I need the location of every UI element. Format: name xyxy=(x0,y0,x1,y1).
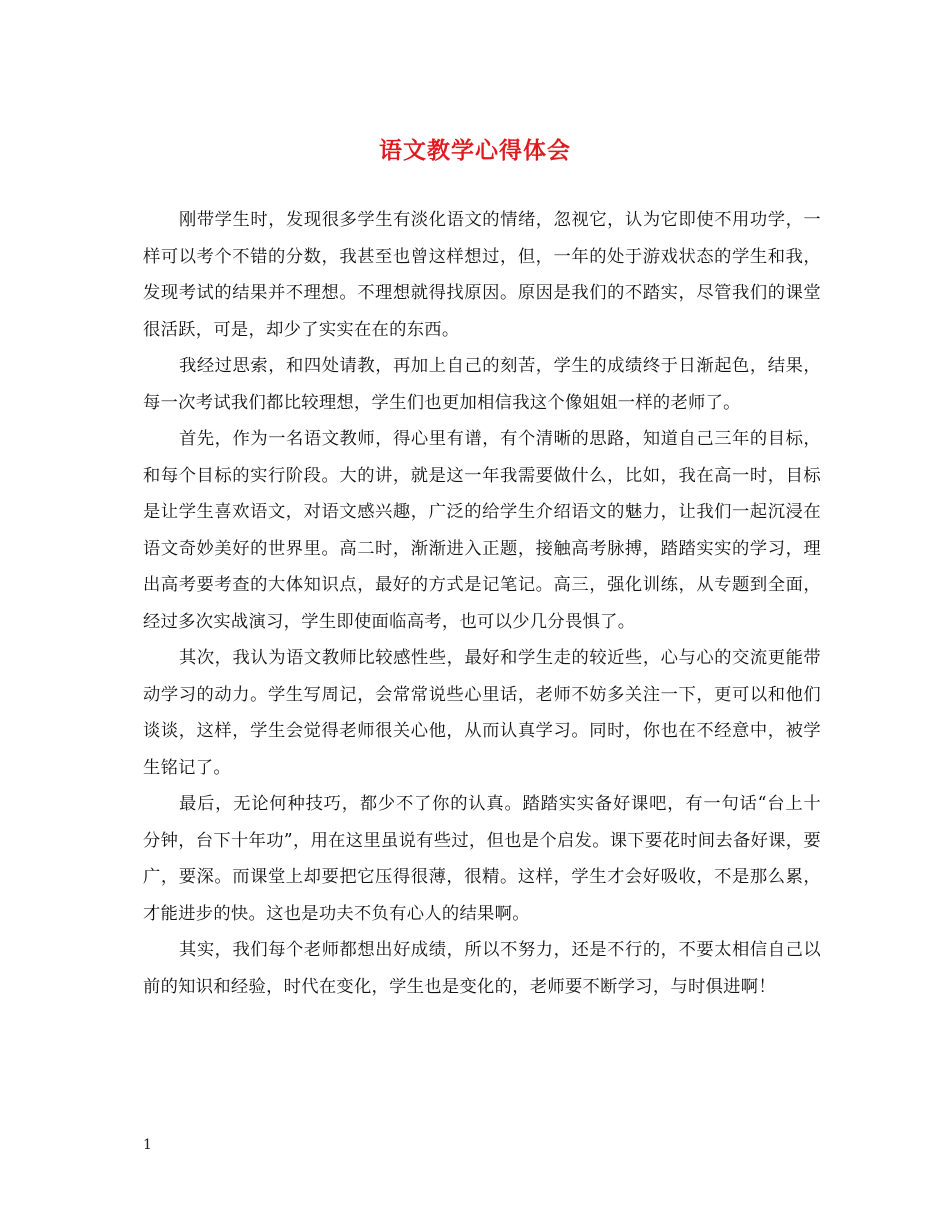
paragraph-2: 我经过思索，和四处请教，再加上自己的刻苦，学生的成绩终于日渐起色，结果，每一次考试我们都比较理想，学生们也更加相信我这个像姐姐一样的老师了。 xyxy=(143,356,821,413)
document-title: 语文教学心得体会 xyxy=(379,137,571,164)
paragraph-5: 最后，无论何种技巧，都少不了你的认真。踏踏实实备好课吧，有一句话“台上十分钟，台下十年功”，用在这里虽说有些过，但也是个启发。课下要花时间去备好课，要广，要深。而课堂上却要把它压得很薄，很精。这样，学生才会好吸收，不是那么累，才能进步的快。这也是功夫不负有心人的结果啊。 xyxy=(143,794,821,924)
paragraph-4: 其次，我认为语文教师比较感性些，最好和学生走的较近些，心与心的交流更能带动学习的动力。学生写周记，会常常说些心里话，老师不妨多关注一下，更可以和他们谈谈，这样，学生会觉得老师很关心他，从而认真学习。同时，你也在不经意中，被学生铭记了。 xyxy=(143,648,821,778)
page-number: 1 xyxy=(143,1137,152,1153)
paragraph-1: 刚带学生时，发现很多学生有淡化语文的情绪，忽视它，认为它即使不用功学，一样可以考个不错的分数，我甚至也曾这样想过，但，一年的处于游戏状态的学生和我，发现考试的结果并不理想。不理想就得找原因。原因是我们的不踏实，尽管我们的课堂很活跃，可是，却少了实实在在的东西。 xyxy=(143,210,821,340)
paragraph-6: 其实，我们每个老师都想出好成绩，所以不努力，还是不行的，不要太相信自己以前的知识和经验，时代在变化，学生也是变化的，老师要不断学习，与时俱进啊！ xyxy=(143,940,821,997)
paragraph-3: 首先，作为一名语文教师，得心里有谱，有个清晰的思路，知道自己三年的目标，和每个目标的实行阶段。大的讲，就是这一年我需要做什么，比如，我在高一时，目标是让学生喜欢语文，对语文感兴趣，广泛的给学生介绍语文的魅力，让我们一起沉浸在语文奇妙美好的世界里。高二时，渐渐进入正题，接触高考脉搏，踏踏实实的学习，理出高考要考查的大体知识点，最好的方式是记笔记。高三，强化训练，从专题到全面，经过多次实战演习，学生即使面临高考，也可以少几分畏惧了。 xyxy=(143,429,821,632)
document-body xyxy=(143,202,821,1005)
